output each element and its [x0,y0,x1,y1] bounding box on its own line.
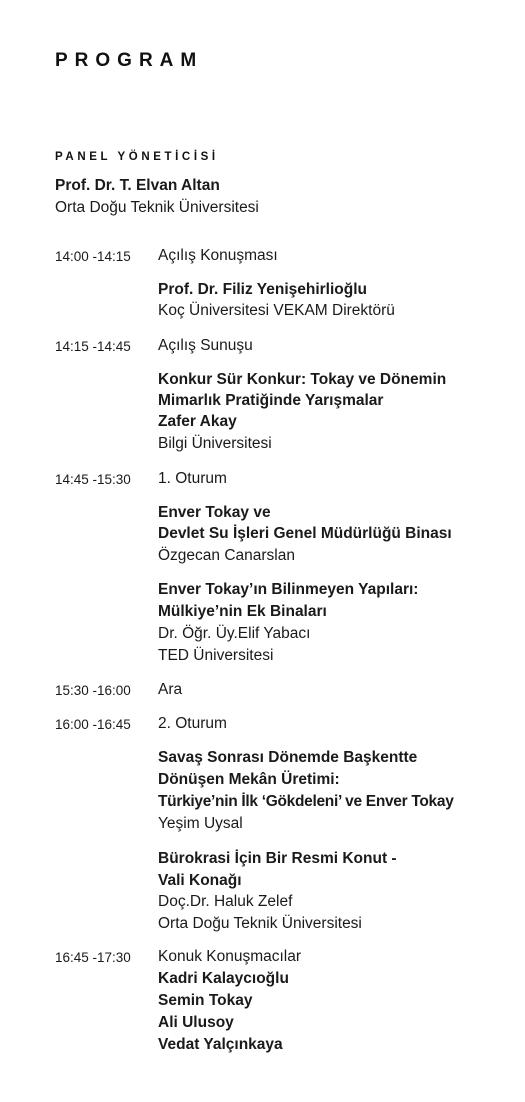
speaker-affiliation: TED Üniversitesi [158,647,274,664]
time-slot: 14:15 -14:45 [55,339,131,354]
talk-title: Devlet Su İşleri Genel Müdürlüğü Binası [158,525,452,542]
talk-title: Mülkiye’nin Ek Binaları [158,603,327,620]
page-title: PROGRAM [55,50,204,71]
talk-title: Enver Tokay ve [158,504,271,521]
session-label: 2. Oturum [158,715,227,732]
session-label: Açılış Konuşması [158,247,278,264]
speaker-name: Ali Ulusoy [158,1014,234,1031]
speaker-name: Zafer Akay [158,413,237,430]
speaker-affiliation: Koç Üniversitesi VEKAM Direktörü [158,302,395,319]
speaker-affiliation: Bilgi Üniversitesi [158,435,272,452]
moderator-affiliation: Orta Doğu Teknik Üniversitesi [55,199,259,216]
time-slot: 14:45 -15:30 [55,472,131,487]
time-slot: 16:00 -16:45 [55,717,131,732]
talk-title: Bürokrasi İçin Bir Resmi Konut - [158,850,397,867]
speaker-name: Semin Tokay [158,992,253,1009]
speaker-name: Kadri Kalaycıoğlu [158,970,289,987]
time-slot: 16:45 -17:30 [55,950,131,965]
moderator-label: PANEL YÖNETİCİSİ [55,151,219,163]
speaker-name: Dr. Öğr. Üy.Elif Yabacı [158,625,311,642]
talk-title: Dönüşen Mekân Üretimi: [158,771,340,788]
speaker-name: Vedat Yalçınkaya [158,1036,283,1053]
session-label: Ara [158,681,183,698]
speaker-name: Prof. Dr. Filiz Yenişehirlioğlu [158,281,368,298]
session-label: Açılış Sunuşu [158,337,253,354]
speaker-name: Yeşim Uysal [158,815,243,832]
time-slot: 14:00 -14:15 [55,249,131,264]
speaker-affiliation: Orta Doğu Teknik Üniversitesi [158,915,362,932]
talk-title: Türkiye’nin İlk ‘Gökdeleni’ ve Enver Tokay [158,793,454,810]
talk-title: Enver Tokay’ın Bilinmeyen Yapıları: [158,581,419,598]
time-slot: 15:30 -16:00 [55,683,131,698]
speaker-name: Özgecan Canarslan [158,547,295,564]
session-label: Konuk Konuşmacılar [158,948,302,965]
talk-title: Mimarlık Pratiğinde Yarışmalar [158,392,384,409]
talk-title: Savaş Sonrası Dönemde Başkentte [158,749,418,766]
talk-title: Konkur Sür Konkur: Tokay ve Dönemin [158,371,447,388]
moderator-name: Prof. Dr. T. Elvan Altan [55,177,220,194]
speaker-name: Doç.Dr. Haluk Zelef [158,893,293,910]
talk-title: Vali Konağı [158,872,242,889]
session-label: 1. Oturum [158,470,227,487]
